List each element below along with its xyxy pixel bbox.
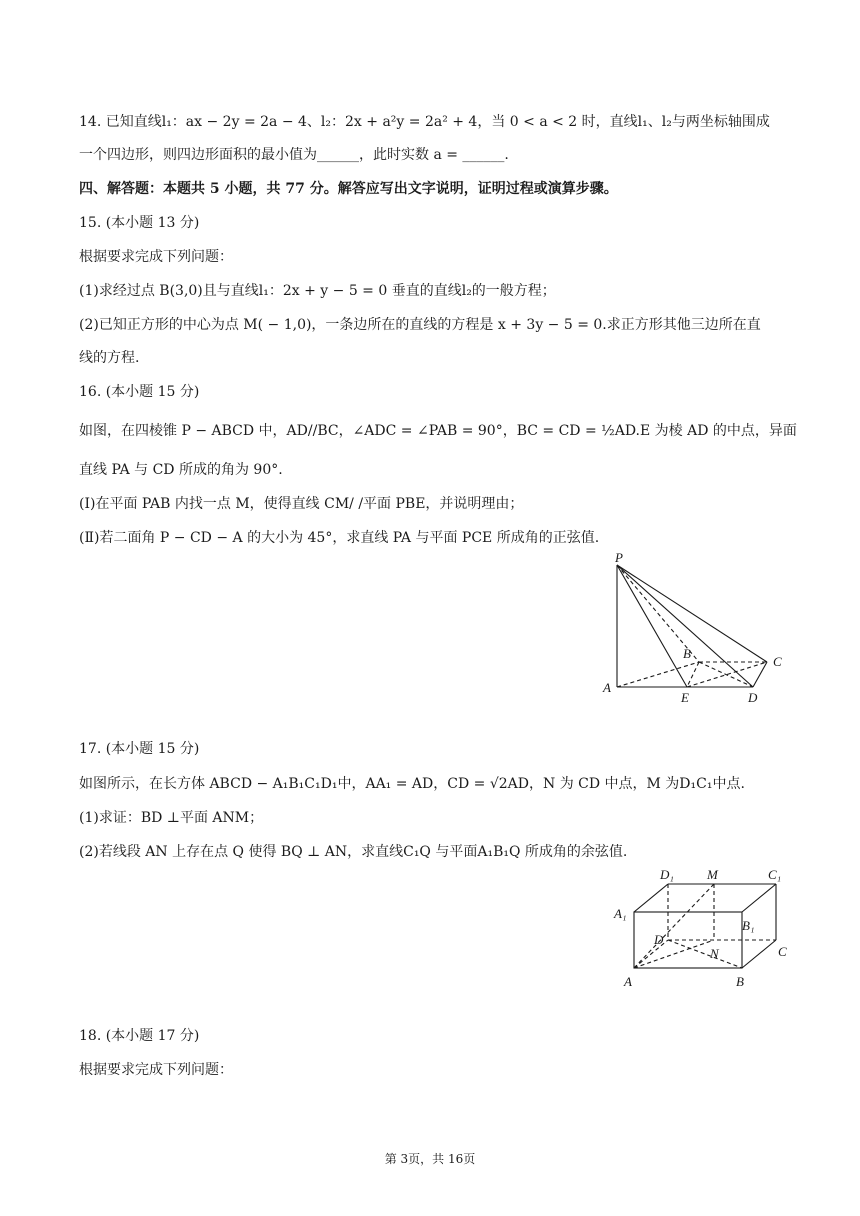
q16-pyramid-figure (595, 550, 795, 710)
q16-intro-line-1: 如图，在四棱锥 P − ABCD 中，AD//BC，∠ADC = ∠PAB = 90°，BC = CD = ½AD.E 为棱 AD 的中点，异面 (79, 423, 797, 439)
label-A: A (624, 974, 632, 989)
edge-PC (617, 565, 767, 662)
q17-part-1: (1)求证：BD ⊥平面 ANM； (79, 810, 264, 826)
q17-part-2: (2)若线段 AN 上存在点 Q 使得 BQ ⊥ AN，求直线C₁Q 与平面A₁B₁Q 所成角的余弦值. (79, 844, 628, 860)
q17-header: 17. (本小题 15 分) (79, 741, 200, 757)
q15-header: 15. (本小题 13 分) (79, 215, 200, 231)
label-P: P (615, 550, 623, 565)
q18-header: 18. (本小题 17 分) (79, 1028, 200, 1044)
edge-AM (634, 884, 714, 968)
q17-intro: 如图所示，在长方体 ABCD − A₁B₁C₁D₁中，AA₁ = AD，CD = √2AD，N 为 CD 中点，M 为D₁C₁中点. (79, 776, 745, 792)
label-E: E (681, 690, 689, 705)
q16-part-2: (Ⅱ)若二面角 P − CD − A 的大小为 45°，求直线 PA 与平面 PCE 所成角的正弦值. (79, 530, 600, 546)
q16-intro-line-2: 直线 PA 与 CD 所成的角为 90°. (79, 462, 283, 478)
label-C1: C₁ (768, 867, 782, 882)
page-footer: 第 3页，共 16页 (384, 1152, 476, 1166)
label-D: D (748, 690, 758, 705)
edge-BD (699, 662, 753, 687)
q16-header: 16. (本小题 15 分) (79, 384, 200, 400)
label-D: D (654, 932, 664, 947)
q15-part-2-line-1: (2)已知正方形的中心为点 M( − 1,0)，一条边所在的直线的方程是 x + 3y − 5 = 0.求正方形其他三边所在直 (79, 317, 761, 333)
label-B1: B₁ (742, 918, 755, 933)
edge-DB (668, 940, 742, 968)
section-heading: 四、解答题：本题共 5 小题，共 77 分。解答应写出文字说明，证明过程或演算步骤。 (79, 181, 618, 197)
q14-line-1: 14. 已知直线l₁：ax − 2y = 2a − 4、l₂：2x + a²y = 2a² + 4，当 0 < a < 2 时，直线l₁、l₂与两坐标轴围成 (79, 114, 770, 130)
q18-intro: 根据要求完成下列问题： (79, 1062, 233, 1078)
label-A: A (603, 680, 611, 695)
q15-part-1: (1)求经过点 B(3,0)且与直线l₁：2x + y − 5 = 0 垂直的直线l₂的一般方程； (79, 283, 556, 299)
label-B: B (683, 646, 691, 661)
edge-A1D1 (634, 884, 668, 912)
label-C: C (773, 654, 782, 669)
q17-cuboid-figure (610, 866, 800, 996)
label-A1: A₁ (614, 906, 627, 921)
edge-BC (742, 940, 776, 968)
label-N: N (710, 946, 719, 961)
edge-AB (617, 662, 699, 687)
q15-intro: 根据要求完成下列问题： (79, 249, 233, 265)
label-C: C (778, 944, 787, 959)
q16-part-1: (Ⅰ)在平面 PAB 内找一点 M，使得直线 CM/ /平面 PBE，并说明理由； (79, 496, 524, 512)
q14-line-2: 一个四边形，则四边形面积的最小值为______，此时实数 a = ______. (79, 147, 509, 163)
edge-PE (617, 565, 687, 687)
q15-part-2-line-2: 线的方程. (79, 350, 140, 366)
label-D1: D₁ (660, 867, 674, 882)
edge-AN (634, 940, 714, 968)
edge-B1C1 (742, 884, 776, 912)
label-M: M (707, 867, 718, 882)
edge-PD (617, 565, 753, 687)
label-B: B (736, 974, 744, 989)
